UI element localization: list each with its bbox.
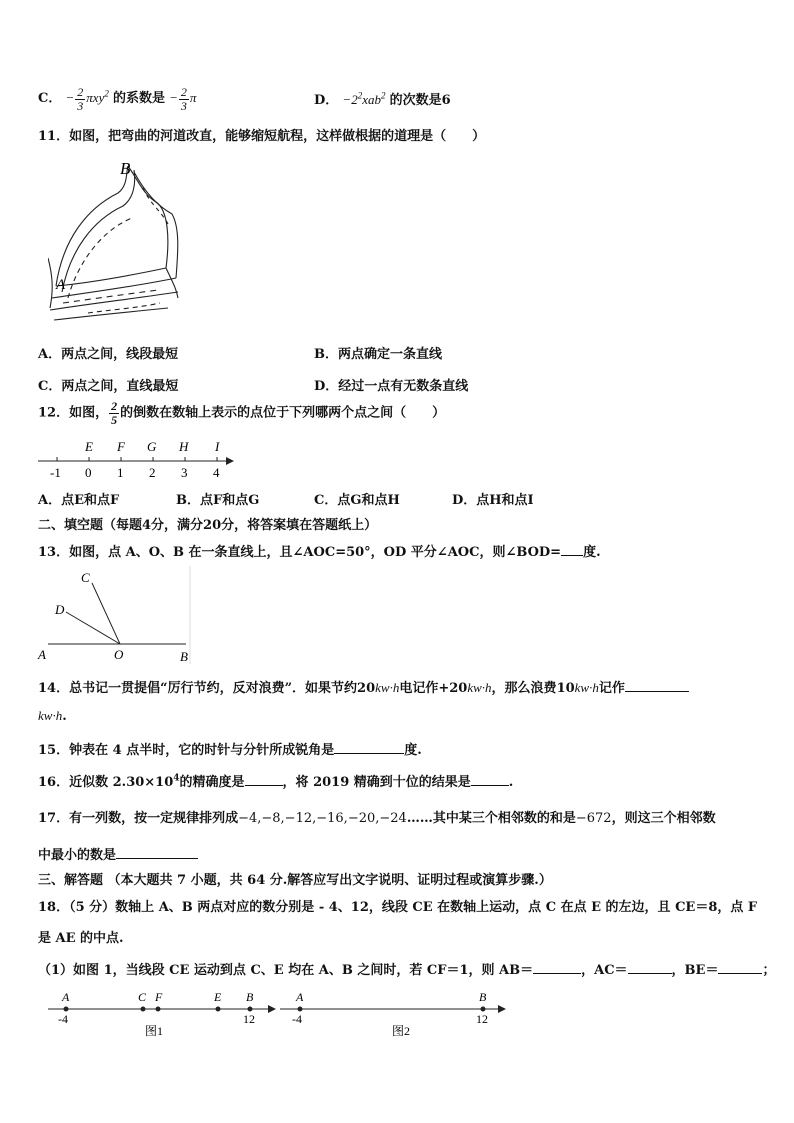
fig1-label-b: B bbox=[246, 990, 254, 1004]
q18-ab-blank[interactable] bbox=[533, 961, 581, 974]
q10-option-c-expr: − $\frac{2}{3}$ πxy$^2$ bbox=[65, 85, 109, 113]
q16-answer-blank-1[interactable] bbox=[245, 773, 283, 786]
q10-option-c bbox=[38, 86, 196, 112]
q12-tick-neg1: -1 bbox=[50, 465, 61, 480]
q12-option-b: B．点F和点G bbox=[176, 493, 260, 508]
q10-option-c-value: − $\frac{2}{3}$ π bbox=[169, 85, 197, 113]
q11-stem: 11．如图，把弯曲的河道改直，能够缩短航程，这样做根据的道理是（ ） bbox=[38, 129, 486, 144]
q18-figure-2 bbox=[280, 990, 506, 1038]
q12-tick-1: 1 bbox=[117, 465, 124, 480]
q15-answer-blank[interactable] bbox=[334, 741, 404, 754]
section-2-heading: 二、填空题（每题4分，满分20分，将答案填在答题纸上） bbox=[38, 518, 378, 533]
q13-label-d: D bbox=[55, 602, 65, 617]
q12-option-d: D．点H和点I bbox=[452, 493, 534, 508]
q12-point-i: I bbox=[215, 439, 220, 454]
fig1-label-a: A bbox=[62, 990, 70, 1004]
q11-option-c: C．两点之间，直线最短 bbox=[38, 379, 179, 394]
q13-label-a: A bbox=[38, 647, 46, 662]
q18-sub1: （1）如图 1，当线段 CE 运动到点 C、E 均在 A、B 之间时，若 CF＝1，则 AB＝ ，AC＝ ，BE＝ ； bbox=[38, 963, 776, 978]
q13-answer-blank[interactable] bbox=[561, 543, 583, 556]
section-3-heading: 三、解答题 （本大题共 7 小题，共 64 分.解答应写出文字说明、证明过程或演算步骤.） bbox=[38, 873, 552, 888]
q10-option-c-label: C． bbox=[38, 91, 62, 107]
q10-c-fraction: $\frac{2}{3}$ bbox=[77, 85, 84, 113]
q11-label-a: A bbox=[56, 277, 66, 293]
fig2-num-b: 12 bbox=[476, 1012, 488, 1026]
q12-stem: 12．如图， $\frac{2}{5}$ 的倒数在数轴上表示的点位于下列哪两个点之间（ ） bbox=[38, 399, 446, 427]
fig1-label-f: F bbox=[155, 990, 163, 1004]
q10-option-d-label: D． bbox=[314, 93, 339, 108]
q10-option-d-expr: $-2^2xab^2$ bbox=[342, 90, 386, 107]
q14-line1: 14．总书记一贯提倡“厉行节约，反对浪费”．如果节约20kw·h电记作+20kw·h，那么浪费10kw·h记作 bbox=[38, 677, 689, 696]
q11-river-figure bbox=[48, 158, 183, 328]
fig1-label-e: E bbox=[214, 990, 222, 1004]
q12-point-f: F bbox=[117, 439, 125, 454]
q12-tick-0: 0 bbox=[85, 465, 92, 480]
q14-line2: kw·h. bbox=[38, 708, 67, 724]
q14-answer-blank[interactable] bbox=[625, 679, 689, 692]
q10-option-c-text: 的系数是 bbox=[112, 91, 165, 107]
q12-point-h: H bbox=[179, 439, 189, 454]
q12-number-line bbox=[34, 436, 244, 482]
fig1-num-b: 12 bbox=[243, 1012, 255, 1026]
fig2-num-a: -4 bbox=[292, 1012, 302, 1026]
q11-label-b: B bbox=[120, 159, 131, 178]
q13-label-c: C bbox=[81, 570, 90, 585]
q12-point-e: E bbox=[85, 439, 93, 454]
q12-point-g: G bbox=[147, 439, 157, 454]
q18-figures bbox=[44, 988, 514, 1040]
q17-line1: 17．有一列数，按一定规律排列成−4,−8,−12,−16,−20,−24……其中某三个相邻数的和是−672，则这三个相邻数 bbox=[38, 811, 716, 826]
q12-tick-2: 2 bbox=[149, 465, 156, 480]
fig2-label-a: A bbox=[296, 990, 304, 1004]
q16-answer-blank-2[interactable] bbox=[471, 773, 509, 786]
q17-answer-blank[interactable] bbox=[116, 846, 198, 859]
q12-tick-3: 3 bbox=[181, 465, 188, 480]
q12-tick-4: 4 bbox=[213, 465, 220, 480]
fig2-label-b: B bbox=[479, 990, 487, 1004]
q13-label-b: B bbox=[180, 649, 188, 664]
q10-option-d-answer: 6 bbox=[441, 93, 451, 108]
q18-figure-1 bbox=[48, 990, 276, 1038]
q18-be-blank[interactable] bbox=[718, 961, 762, 974]
q12-option-c: C．点G和点H bbox=[314, 493, 400, 508]
fig1-caption: 图1 bbox=[145, 1024, 164, 1038]
q13-stem: 13．如图，点 A、O、B 在一条直线上，且∠AOC=50°，OD 平分∠AOC，则∠BOD= 度. bbox=[38, 545, 601, 560]
q12-option-a: A．点E和点F bbox=[38, 493, 120, 508]
fig1-label-c: C bbox=[138, 990, 147, 1004]
q11-option-d: D．经过一点有无数条直线 bbox=[314, 379, 469, 394]
fig2-caption: 图2 bbox=[392, 1024, 411, 1038]
q18-line2: 是 AE 的中点. bbox=[38, 931, 124, 946]
q18-line1: 18．（5 分）数轴上 A、B 两点对应的数分别是 - 4、12，线段 CE 在数轴上运动，点 C 在点 E 的左边，且 CE＝8，点 F bbox=[38, 900, 758, 915]
q18-ac-blank[interactable] bbox=[628, 961, 672, 974]
q12-fraction: $\frac{2}{5}$ bbox=[111, 399, 118, 427]
q11-option-b: B．两点确定一条直线 bbox=[314, 347, 442, 362]
q17-line2: 中最小的数是 bbox=[38, 844, 198, 863]
q10-option-d-text: 的次数是 bbox=[389, 93, 442, 108]
fig1-num-a: -4 bbox=[58, 1012, 68, 1026]
q16-stem: 16．近似数 $2.30\times 10^4$的精确度是 ，将 2019 精确到十位的结果是 . bbox=[38, 773, 514, 790]
q10-option-d bbox=[314, 89, 451, 108]
q11-option-a: A．两点之间，线段最短 bbox=[38, 347, 179, 362]
q13-angle-figure bbox=[34, 566, 194, 664]
q15-stem: 15．钟表在 4 点半时，它的时针与分针所成锐角是 度. bbox=[38, 743, 422, 758]
q13-label-o: O bbox=[114, 647, 124, 662]
